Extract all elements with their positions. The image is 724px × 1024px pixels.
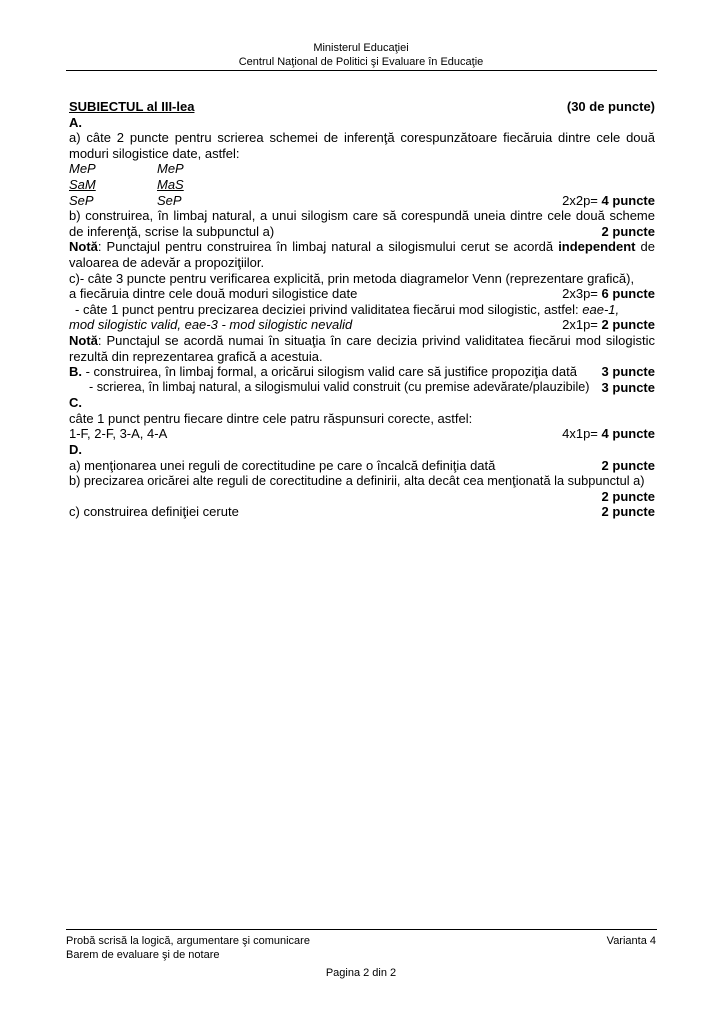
- page-number: Pagina 2 din 2: [325, 967, 397, 979]
- section-a-item-b-points: 2 puncte: [601, 223, 655, 239]
- section-b-item-2-points: 3 puncte: [601, 379, 655, 395]
- section-a-item-c2-line-2: [69, 317, 655, 333]
- section-a-item-b-text: b) construirea, în limbaj natural, a unui silogism care să corespundă uneia dintre cele două scheme de inferenţă, scrise la subpunctul a): [69, 208, 655, 239]
- section-a-item-c2-italic-1: eae-1,: [582, 301, 620, 317]
- section-d-item-a-text: a) menţionarea unei reguli de corectitudine pe care o încalcă definiţia dată: [69, 457, 496, 473]
- marking-scheme: [69, 99, 655, 520]
- section-a-label: A.: [69, 114, 82, 130]
- section-b-item-2-text: - scrierea, în limbaj natural, a silogismului valid construit (cu premise adevărate/plauzibile): [89, 379, 590, 394]
- section-a-item-c-points: 2x3p= 6 puncte: [562, 286, 655, 302]
- section-a-item-b: [69, 208, 655, 239]
- section-b-item-1-points: 3 puncte: [601, 364, 655, 380]
- section-c-text: câte 1 punct pentru fiecare dintre cele patru răspunsuri corecte, astfel:: [69, 410, 473, 426]
- section-a-item-c-text-2: a fiecăruia dintre cele două moduri silogistice date: [69, 286, 358, 302]
- section-d-item-b-text: b) precizarea oricărei alte reguli de corectitudine a definirii, alta decât cea menţionată la subpunctul a): [69, 473, 645, 489]
- note-1: [69, 239, 655, 270]
- section-c-answers: 1-F, 2-F, 3-A, 4-A: [69, 426, 168, 442]
- subject-points: (30 de puncte): [566, 99, 655, 114]
- section-d-label: D.: [69, 442, 82, 458]
- section-b-item-2: [69, 380, 655, 396]
- header-ministry: Ministerul Educaţiei: [313, 42, 409, 54]
- section-d-item-c-text: c) construirea definiţiei cerute: [69, 504, 239, 520]
- footer-divider: [66, 929, 657, 930]
- section-title: [69, 99, 655, 115]
- section-a-item-c2-points: 2x1p= 2 puncte: [562, 317, 655, 333]
- section-d-item-c-points: 2 puncte: [601, 504, 655, 520]
- scheme-2-premise-2: MaS: [157, 176, 184, 192]
- scheme-1-conclusion: SeP: [69, 192, 94, 208]
- footer-exam-title: Probă scrisă la logică, argumentare şi comunicare: [66, 935, 310, 947]
- section-c-answers-line: [69, 426, 655, 442]
- section-b-item-1: [69, 364, 655, 380]
- section-d-item-a-points: 2 puncte: [601, 457, 655, 473]
- section-a-item-c-line-1: c)- câte 3 puncte pentru verificarea explicită, prin metoda diagramelor Venn (reprezentare grafică),: [69, 270, 635, 286]
- note-2-label: Notă: [69, 332, 98, 348]
- section-d-item-c: [69, 504, 655, 520]
- note-2: [69, 333, 655, 364]
- section-a-item-c2-italic-2: mod silogistic valid, eae-3 - mod silogistic nevalid: [69, 317, 353, 333]
- section-d-item-b-points-row: [69, 489, 655, 505]
- section-b-label: B.: [69, 364, 82, 380]
- section-a-item-c-line-2: [69, 286, 655, 302]
- section-b-item-1-text: - construirea, în limbaj formal, a oricărui silogism valid care să justifice propoziţia dată: [82, 364, 577, 380]
- section-c-points: 4x1p= 4 puncte: [562, 426, 655, 442]
- scheme-1-premise-1: MeP: [69, 161, 96, 177]
- subject-title: SUBIECTUL al III-lea: [69, 99, 195, 114]
- note-1-label: Notă: [69, 239, 98, 255]
- footer-variant: Varianta 4: [606, 935, 656, 947]
- section-a-item-a-points: 2x2p= 4 puncte: [562, 192, 655, 208]
- section-a-item-c2-text: - câte 1 punct pentru precizarea deciziei privind validitatea fiecărui mod silogistic, astfel:: [75, 301, 583, 317]
- page-header: [66, 41, 656, 69]
- scheme-1-premise-2: SaM: [69, 176, 96, 192]
- section-a-item-a: a) câte 2 puncte pentru scrierea schemei de inferenţă corespunzătoare fiecăruia dintre cele două moduri silogistice date, astfel:: [69, 130, 655, 161]
- note-2-text: : Punctajul se acordă numai în situaţia în care decizia privind validitatea fiecărui mod silogistic rezultă din reprezentarea grafică a acestuia.: [69, 332, 655, 364]
- section-d-item-a: [69, 458, 655, 474]
- note-1-text-2: de valoarea de adevăr a propoziţiilor.: [69, 239, 655, 270]
- page-footer: [66, 934, 656, 980]
- section-c-label: C.: [69, 395, 82, 411]
- section-a-item-c2-line-1: [69, 302, 655, 318]
- header-center: Centrul Naţional de Politici şi Evaluare în Educaţie: [238, 56, 484, 68]
- header-divider: [66, 70, 657, 71]
- note-1-text-1: : Punctajul pentru construirea în limbaj natural a silogismului cerut se acordă: [97, 239, 559, 255]
- scheme-2-conclusion: SeP: [157, 192, 182, 208]
- footer-scheme-title: Barem de evaluare şi de notare: [66, 949, 220, 961]
- section-d-item-b-points: 2 puncte: [601, 488, 655, 504]
- inference-schemes: [69, 161, 655, 208]
- note-1-bold: independent: [558, 239, 636, 255]
- scheme-2-premise-1: MeP: [157, 161, 184, 177]
